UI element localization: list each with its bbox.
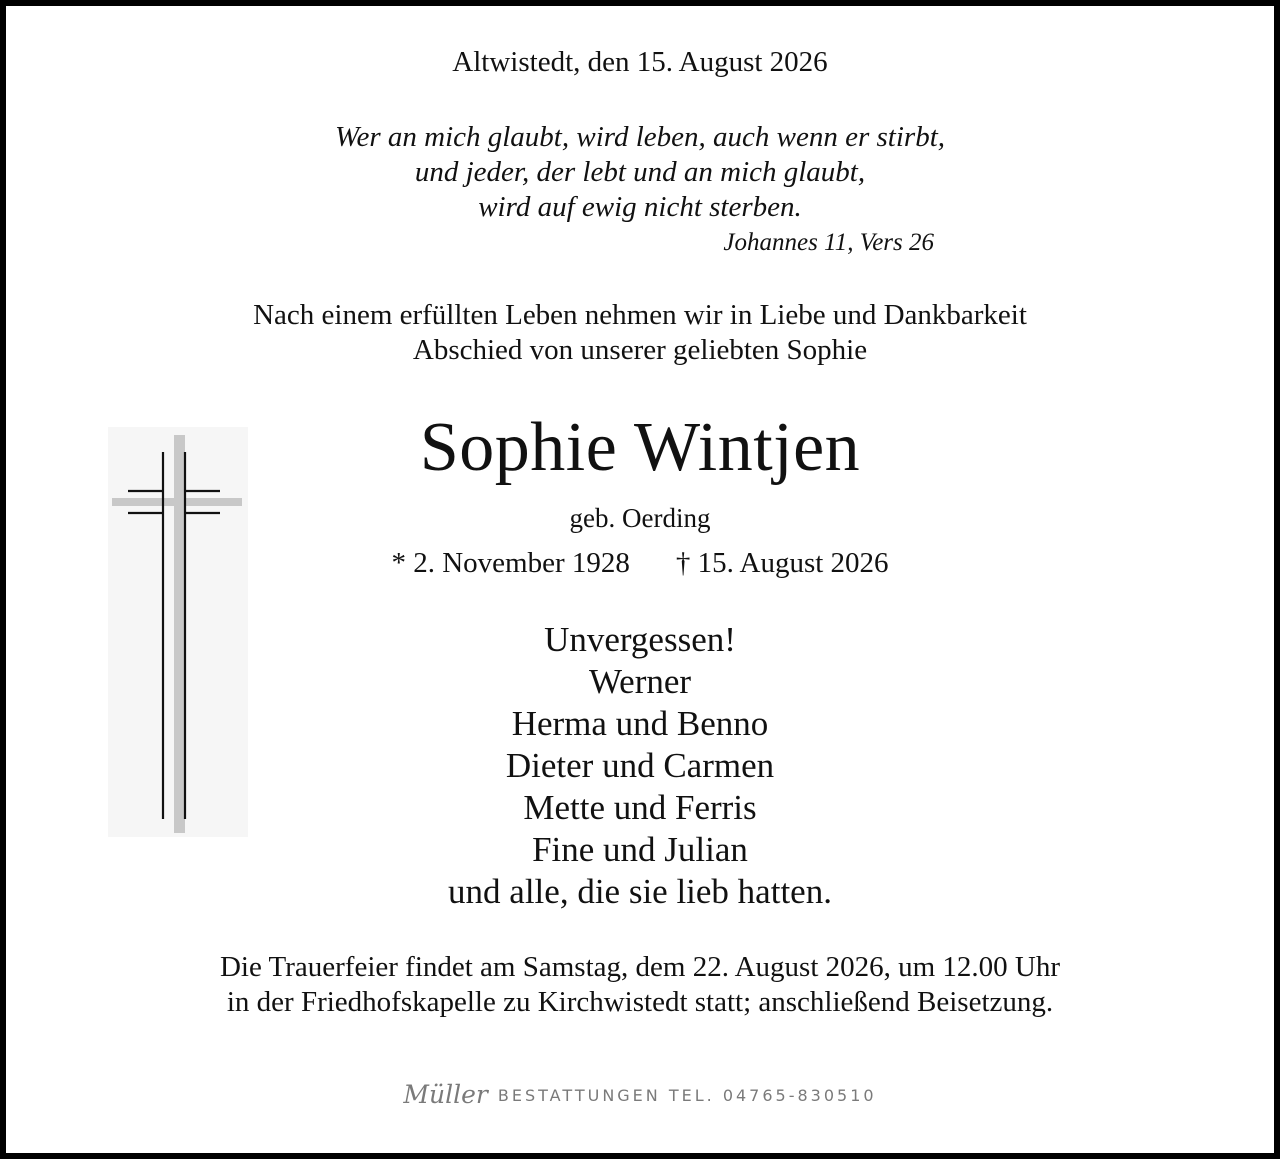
intro-line: Nach einem erfüllten Leben nehmen wir in Liebe und Dankbarkeit xyxy=(253,299,1027,331)
mourner-line: Werner xyxy=(588,662,692,701)
mourner-line: und alle, die sie lieb hatten. xyxy=(448,872,832,911)
place-date: Altwistedt, den 15. August 2026 xyxy=(452,46,828,78)
verse-line: Wer an mich glaubt, wird leben, auch wenn er stirbt, xyxy=(334,121,946,153)
life-dates xyxy=(0,547,1280,580)
intro-line: Abschied von unserer geliebten Sophie xyxy=(412,334,868,366)
undertaker-footer xyxy=(0,1080,1280,1109)
undertaker-signature: Müller xyxy=(403,1080,488,1109)
maiden-name: geb. Oerding xyxy=(569,503,711,533)
service-info-line: Die Trauerfeier findet am Samstag, dem 22. August 2026, um 12.00 Uhr xyxy=(219,951,1061,983)
mourner-line: Dieter und Carmen xyxy=(505,746,775,785)
verse-line: und jeder, der lebt und an mich glaubt, xyxy=(414,156,866,188)
mourner-line: Mette und Ferris xyxy=(523,788,757,827)
verse-reference: Johannes 11, Vers 26 xyxy=(723,229,934,256)
undertaker-contact: BESTATTUNGEN TEL. 04765-830510 xyxy=(497,1086,877,1105)
verse-line: wird auf ewig nicht sterben. xyxy=(478,191,802,223)
death-date: † 15. August 2026 xyxy=(675,547,889,579)
service-info-line: in der Friedhofskapelle zu Kirchwistedt statt; anschließend Beisetzung. xyxy=(226,986,1054,1018)
mourner-line: Unvergessen! xyxy=(544,620,736,659)
deceased-name: Sophie Wintjen xyxy=(419,409,861,486)
birth-date: * 2. November 1928 xyxy=(391,547,630,579)
mourner-line: Herma und Benno xyxy=(511,704,769,743)
mourner-line: Fine und Julian xyxy=(532,830,748,869)
